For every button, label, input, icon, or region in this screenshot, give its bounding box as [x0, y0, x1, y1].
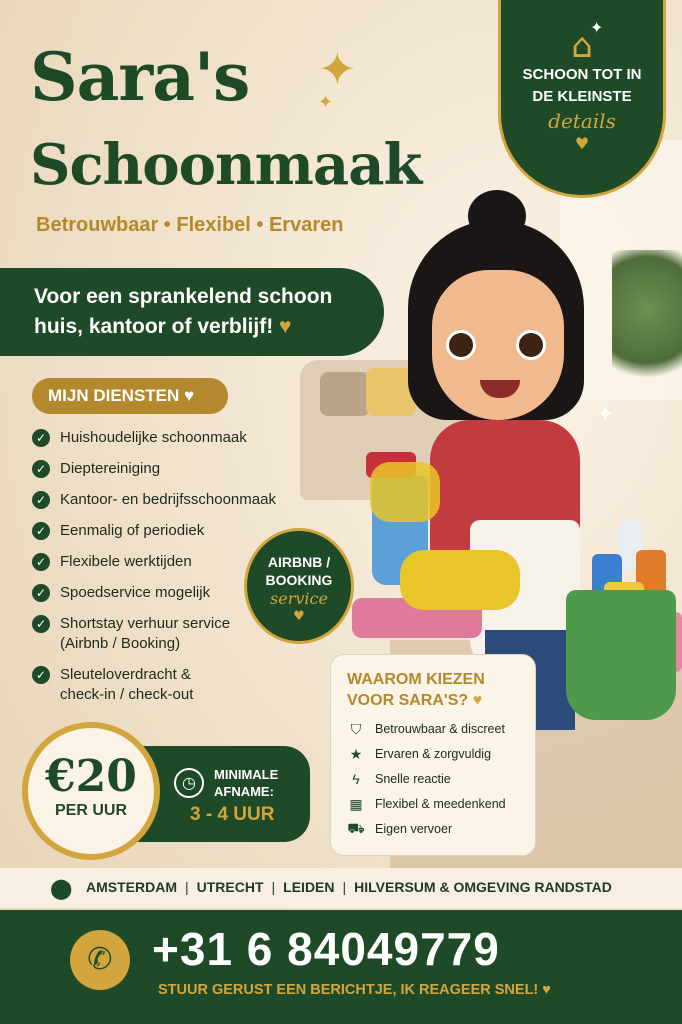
check-icon: ✓ — [32, 584, 50, 602]
lightning-icon: ϟ — [352, 771, 360, 787]
city: AMSTERDAM — [86, 879, 177, 895]
hair-bun — [468, 190, 526, 242]
heart-icon: ♥ — [279, 315, 292, 338]
banner-line-2: huis, kantoor of verblijf! — [34, 315, 274, 338]
badge-line-1: SCHOON TOT IN — [522, 66, 642, 83]
list-item: ✓ Sleuteloverdracht & check-in / check-out — [32, 665, 322, 705]
location-pin-icon: ⬤ — [50, 876, 73, 900]
phone-number[interactable]: +31 6 84049779 — [152, 923, 500, 975]
check-icon: ✓ — [32, 460, 50, 478]
title-line-2: Schoonmaak — [30, 132, 422, 198]
locations-bar — [0, 868, 682, 908]
check-icon: ✓ — [32, 553, 50, 571]
bucket — [566, 590, 676, 720]
list-item: ✓ Eenmalig of periodiek — [32, 521, 322, 541]
hero-banner — [0, 268, 384, 356]
sparkle-icon: ✦ — [318, 92, 334, 113]
background-plant — [612, 250, 682, 400]
city-list: AMSTERDAM | UTRECHT | LEIDEN | HILVERSUM & OMGEVING RANDSTAD — [86, 879, 612, 895]
badge-script: details — [548, 109, 616, 133]
list-item: ✓ Huishoudelijke schoonmaak — [32, 428, 322, 448]
eye — [516, 330, 546, 360]
house-icon: ⌂ — [571, 26, 593, 66]
contact-message: STUUR GERUST EEN BERICHTJE, IK REAGEER SNEL! ♥ — [158, 982, 551, 998]
car-icon: ⛟ — [347, 819, 365, 836]
minimum-value: 3 - 4 UUR — [190, 804, 275, 825]
tagline-badge — [498, 0, 666, 198]
heart-icon: ♥ — [293, 609, 305, 624]
list-item: ✓ Dieptereiniging — [32, 459, 322, 479]
clock-icon: ◷ — [174, 768, 204, 798]
heart-icon: ♥ — [542, 982, 551, 998]
city: LEIDEN — [283, 879, 335, 895]
sparkle-icon: ✦ — [318, 42, 357, 96]
sparkle-icon: ✦ — [596, 402, 615, 427]
why-choose-box — [330, 654, 536, 856]
star-icon: ★ — [349, 745, 363, 762]
list-item: ▦ Flexibel & meedenkend — [347, 796, 521, 812]
price-unit: PER UUR — [54, 802, 127, 819]
city: UTRECHT — [196, 879, 264, 895]
check-icon: ✓ — [32, 615, 50, 633]
list-item: ✓ Spoedservice mogelijk — [32, 583, 322, 603]
city: HILVERSUM & OMGEVING RANDSTAD — [354, 879, 612, 895]
subtitle: Betrouwbaar • Flexibel • Ervaren — [36, 214, 344, 236]
badge-line-2: DE KLEINSTE — [532, 88, 632, 105]
title-line-1: Sara's — [30, 38, 250, 116]
minimum-label: MINIMALE AFNAME: — [214, 767, 279, 799]
shield-check-icon: ⛉ — [350, 720, 362, 737]
services-heading: MIJN DIENSTEN ♥ — [32, 378, 228, 414]
banner-line-1: Voor een sprankelend schoon — [34, 285, 333, 308]
price-amount: €20 — [45, 751, 137, 802]
check-icon: ✓ — [32, 429, 50, 447]
whatsapp-icon[interactable]: ✆ — [70, 930, 130, 990]
heart-icon: ♥ — [574, 134, 590, 153]
eye — [446, 330, 476, 360]
calendar-icon: ▦ — [349, 795, 363, 812]
airbnb-booking-badge: AIRBNB / BOOKING service ♥ — [244, 528, 354, 644]
sparkle-icon: ✦ — [590, 18, 604, 37]
list-item: ✓ Shortstay verhuur service (Airbnb / Booking) — [32, 614, 322, 654]
check-icon: ✓ — [32, 666, 50, 684]
glove — [400, 550, 520, 610]
why-heading: WAAROM KIEZEN VOOR SARA'S? ♥ — [347, 671, 485, 709]
price-badge — [22, 722, 160, 860]
check-icon: ✓ — [32, 522, 50, 540]
heart-icon: ♥ — [472, 692, 483, 709]
check-icon: ✓ — [32, 491, 50, 509]
glove — [370, 462, 440, 522]
list-item: ϟ Snelle reactie — [347, 771, 521, 787]
heart-icon: ♥ — [184, 386, 195, 405]
list-item: ✓ Flexibele werktijden — [32, 552, 322, 572]
list-item: ⛉ Betrouwbaar & discreet — [347, 721, 521, 737]
list-item: ⛟ Eigen vervoer — [347, 821, 521, 837]
list-item: ✓ Kantoor- en bedrijfsschoonmaak — [32, 490, 322, 510]
list-item: ★ Ervaren & zorgvuldig — [347, 746, 521, 762]
